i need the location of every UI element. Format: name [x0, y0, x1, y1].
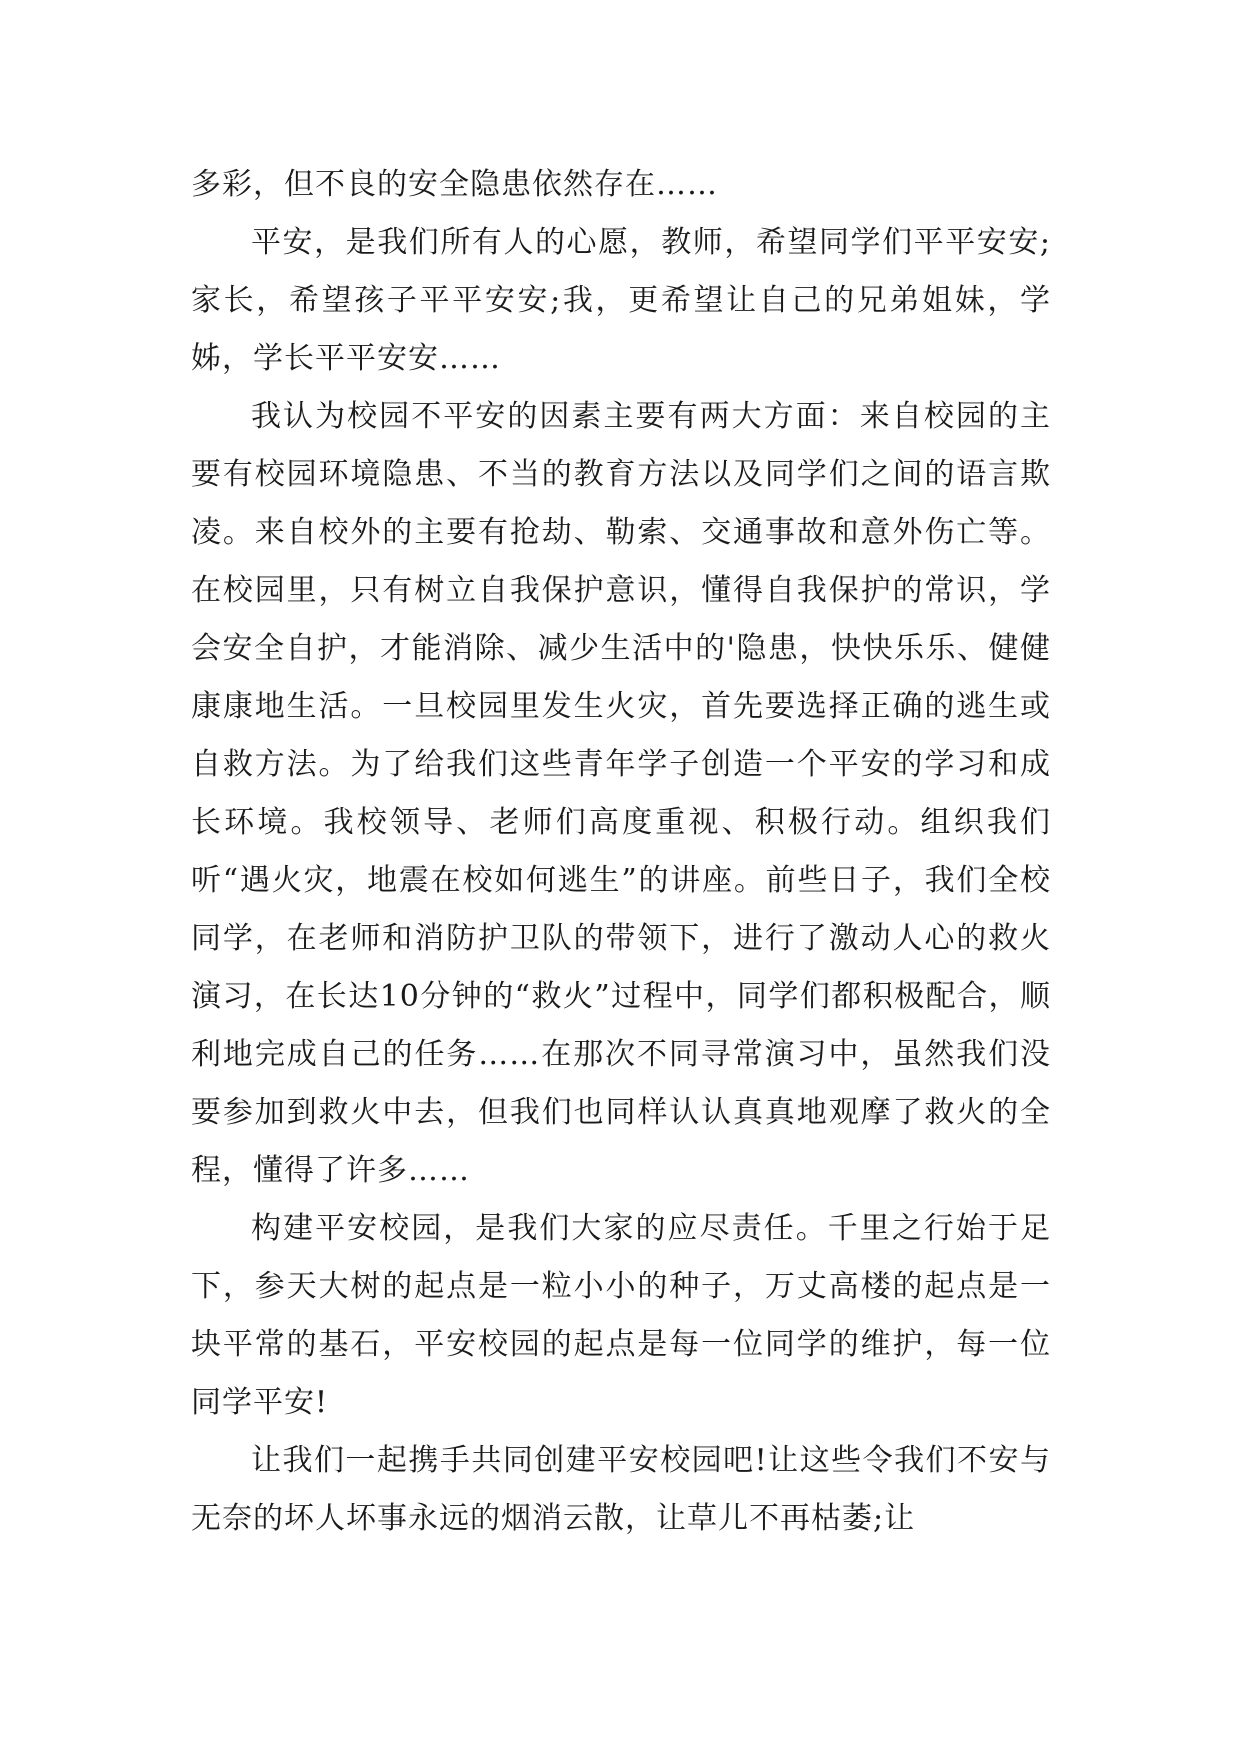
paragraph-2: 平安，是我们所有人的心愿，教师，希望同学们平平安安;家长，希望孩子平平安安;我，更希望让自己的兄弟姐妹，学姊，学长平平安安…… — [191, 225, 1051, 376]
paragraph-4: 构建平安校园，是我们大家的应尽责任。千里之行始于足下，参天大树的起点是一粒小小的种子，万丈高楼的起点是一块平常的基石，平安校园的起点是每一位同学的维护，每一位同学平安! — [191, 1211, 1051, 1420]
paragraph-5: 让我们一起携手共同创建平安校园吧!让这些令我们不安与无奈的坏人坏事永远的烟消云散，让草儿不再枯萎;让 — [191, 1443, 1051, 1536]
paragraph-3: 我认为校园不平安的因素主要有两大方面：来自校园的主要有校园环境隐患、不当的教育方法以及同学们之间的语言欺凌。来自校外的主要有抢劫、勒索、交通事故和意外伤亡等。在校园里，只有树立自我保护意识，懂得自我保护的常识，学会安全自护，才能消除、减少生活中的'隐患，快快乐乐、健健康康地生活。一旦校园里发生火灾，首先要选择正确的逃生或自救方法。为了给我们这些青年学子创造一个平安的学习和成长环境。我校领导、老师们高度重视、积极行动。组织我们听“遇火灾，地震在校如何逃生”的讲座。前些日子，我们全校同学，在老师和消防护卫队的带领下，进行了激动人心的救火演习，在长达10分钟的“救火”过程中，同学们都积极配合，顺利地完成自己的任务……在那次不同寻常演习中，虽然我们没要参加到救火中去，但我们也同样认认真真地观摩了救火的全程，懂得了许多…… — [191, 399, 1051, 1188]
document-body — [191, 156, 1051, 1548]
paragraph-1: 多彩，但不良的安全隐患依然存在…… — [191, 167, 718, 202]
